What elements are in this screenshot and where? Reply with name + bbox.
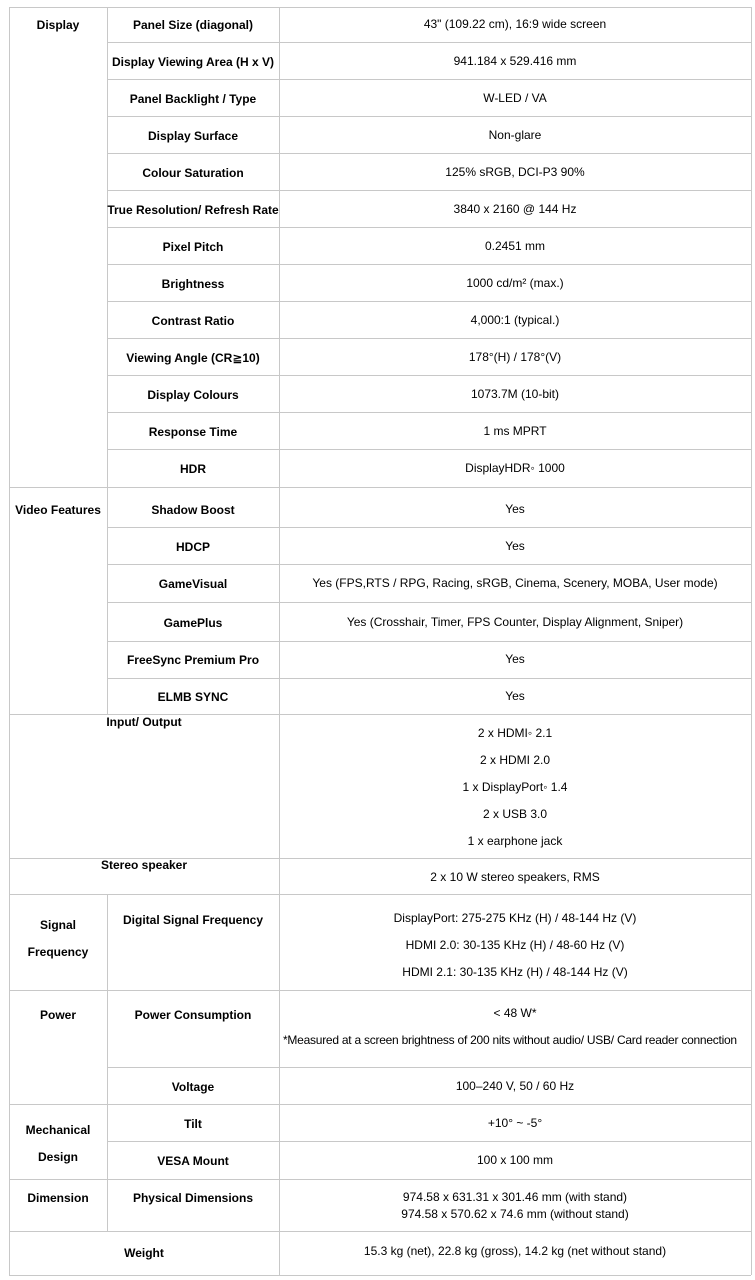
spec-label-voltage: Voltage — [171, 1080, 215, 1094]
row-divider — [9, 7, 751, 8]
spec-label-pixel-pitch: Pixel Pitch — [162, 240, 224, 254]
spec-label-vesa-mount: VESA Mount — [157, 1154, 229, 1168]
category-dimension: Dimension — [27, 1191, 89, 1205]
section-divider — [9, 487, 751, 488]
spec-value-hdmi20-frequency: HDMI 2.0: 30-135 KHz (H) / 48-60 Hz (V) — [405, 938, 625, 952]
row-divider — [107, 79, 751, 80]
spec-label-viewing-area: Display Viewing Area (H x V) — [111, 55, 275, 69]
spec-value-surface: Non-glare — [488, 128, 542, 142]
spec-label-surface: Display Surface — [147, 129, 239, 143]
row-divider — [107, 412, 751, 413]
spec-value-response-time: 1 ms MPRT — [483, 424, 547, 438]
spec-value-resolution: 3840 x 2160 @ 144 Hz — [453, 202, 577, 216]
spec-value-pixel-pitch: 0.2451 mm — [484, 239, 546, 253]
category-video-features: Video Features — [15, 503, 101, 517]
spec-value-contrast: 4,000:1 (typical.) — [470, 313, 560, 327]
spec-value-viewing-angle: 178°(H) / 178°(V) — [468, 350, 562, 364]
spec-value-hdmi-21: 2 x HDMI◦ 2.1 — [477, 726, 553, 740]
category-power: Power — [39, 1008, 76, 1022]
spec-value-power-note: *Measured at a screen brightness of 200 nits without audio/ USB/ Card reader connection — [283, 1033, 737, 1047]
spec-value-dimensions-without-stand: 974.58 x 570.62 x 74.6 mm (without stand) — [401, 1207, 629, 1221]
spec-value-voltage: 100–240 V, 50 / 60 Hz — [455, 1079, 575, 1093]
spec-label-power-consumption: Power Consumption — [134, 1008, 252, 1022]
spec-label-physical-dimensions: Physical Dimensions — [132, 1191, 254, 1205]
row-divider — [107, 301, 751, 302]
spec-value-hdmi-20: 2 x HDMI 2.0 — [479, 753, 551, 767]
section-divider — [9, 1231, 751, 1232]
spec-label-viewing-angle: Viewing Angle (CR≧10) — [126, 351, 260, 365]
spec-value-earphone-jack: 1 x earphone jack — [467, 834, 563, 848]
row-divider — [107, 375, 751, 376]
spec-value-display-colours: 1073.7M (10-bit) — [470, 387, 560, 401]
spec-label-colour-saturation: Colour Saturation — [142, 166, 244, 180]
spec-value-displayport: 1 x DisplayPort◦ 1.4 — [462, 780, 568, 794]
row-divider — [107, 1067, 751, 1068]
row-divider — [107, 264, 751, 265]
spec-value-shadow-boost: Yes — [505, 502, 525, 516]
spec-value-gamevisual: Yes (FPS,RTS / RPG, Racing, sRGB, Cinema, Scenery, MOBA, User mode) — [312, 576, 718, 590]
row-divider — [107, 678, 751, 679]
spec-value-dp-frequency: DisplayPort: 275-275 KHz (H) / 48-144 Hz (V) — [393, 911, 637, 925]
category-display: Display — [36, 18, 80, 32]
row-divider — [107, 227, 751, 228]
spec-value-tilt: +10° ~ -5° — [487, 1116, 543, 1130]
spec-value-usb: 2 x USB 3.0 — [482, 807, 548, 821]
spec-value-freesync: Yes — [505, 652, 525, 666]
row-divider — [107, 1141, 751, 1142]
spec-value-hdcp: Yes — [505, 539, 525, 553]
row-divider — [107, 527, 751, 528]
row-divider — [107, 116, 751, 117]
spec-value-panel-size: 43" (109.22 cm), 16:9 wide screen — [423, 17, 607, 31]
spec-label-response-time: Response Time — [148, 425, 238, 439]
spec-value-vesa-mount: 100 x 100 mm — [476, 1153, 554, 1167]
row-divider — [107, 641, 751, 642]
spec-label-gameplus: GamePlus — [163, 616, 223, 630]
spec-value-brightness: 1000 cd/m² (max.) — [466, 276, 564, 290]
spec-label-hdr: HDR — [180, 462, 206, 476]
spec-label-resolution: True Resolution/ Refresh Rate — [107, 203, 279, 217]
spec-label-freesync: FreeSync Premium Pro — [126, 653, 260, 667]
spec-value-stereo-speaker: 2 x 10 W stereo speakers, RMS — [430, 870, 600, 884]
spec-value-backlight: W-LED / VA — [483, 91, 547, 105]
category-signal-frequency: Signal Frequency — [27, 918, 89, 959]
spec-label-digital-signal-frequency: Digital Signal Frequency — [122, 913, 264, 927]
spec-label-backlight: Panel Backlight / Type — [129, 92, 257, 106]
spec-label-panel-size: Panel Size (diagonal) — [132, 18, 254, 32]
row-divider — [107, 42, 751, 43]
section-divider — [9, 1179, 751, 1180]
spec-value-dimensions-with-stand: 974.58 x 631.31 x 301.46 mm (with stand) — [402, 1190, 628, 1204]
spec-value-hdmi21-frequency: HDMI 2.1: 30-135 KHz (H) / 48-144 Hz (V) — [402, 965, 628, 979]
spec-value-gameplus: Yes (Crosshair, Timer, FPS Counter, Display Alignment, Sniper) — [346, 615, 684, 629]
category-weight: Weight — [124, 1246, 164, 1260]
category-input-output: Input/ Output — [106, 715, 182, 729]
spec-label-display-colours: Display Colours — [147, 388, 239, 402]
row-divider — [107, 564, 751, 565]
spec-value-hdr: DisplayHDR◦ 1000 — [465, 461, 565, 475]
spec-value-viewing-area: 941.184 x 529.416 mm — [453, 54, 577, 68]
row-divider — [107, 153, 751, 154]
spec-label-tilt: Tilt — [184, 1117, 202, 1131]
spec-label-elmb-sync: ELMB SYNC — [157, 690, 229, 704]
spec-label-gamevisual: GameVisual — [158, 577, 228, 591]
spec-label-shadow-boost: Shadow Boost — [151, 503, 235, 517]
spec-value-elmb-sync: Yes — [505, 689, 525, 703]
row-divider — [107, 602, 751, 603]
spec-label-brightness: Brightness — [161, 277, 225, 291]
spec-value-weight: 15.3 kg (net), 22.8 kg (gross), 14.2 kg (net without stand) — [363, 1244, 667, 1258]
section-divider — [9, 990, 751, 991]
table-left-border — [9, 7, 10, 1275]
category-mechanical-design: Mechanical Design — [25, 1123, 91, 1164]
spec-label-hdcp: HDCP — [175, 540, 210, 554]
row-divider — [107, 449, 751, 450]
table-bottom-border — [9, 1275, 751, 1276]
category-stereo-speaker: Stereo speaker — [100, 858, 188, 872]
row-divider — [107, 338, 751, 339]
spec-value-power-consumption: < 48 W* — [493, 1006, 537, 1020]
column-divider — [107, 894, 108, 1231]
section-divider — [9, 1104, 751, 1105]
spec-label-contrast: Contrast Ratio — [151, 314, 235, 328]
spec-value-colour-saturation: 125% sRGB, DCI-P3 90% — [445, 165, 585, 179]
row-divider — [107, 190, 751, 191]
table-right-border — [751, 7, 752, 1275]
section-divider — [9, 894, 751, 895]
